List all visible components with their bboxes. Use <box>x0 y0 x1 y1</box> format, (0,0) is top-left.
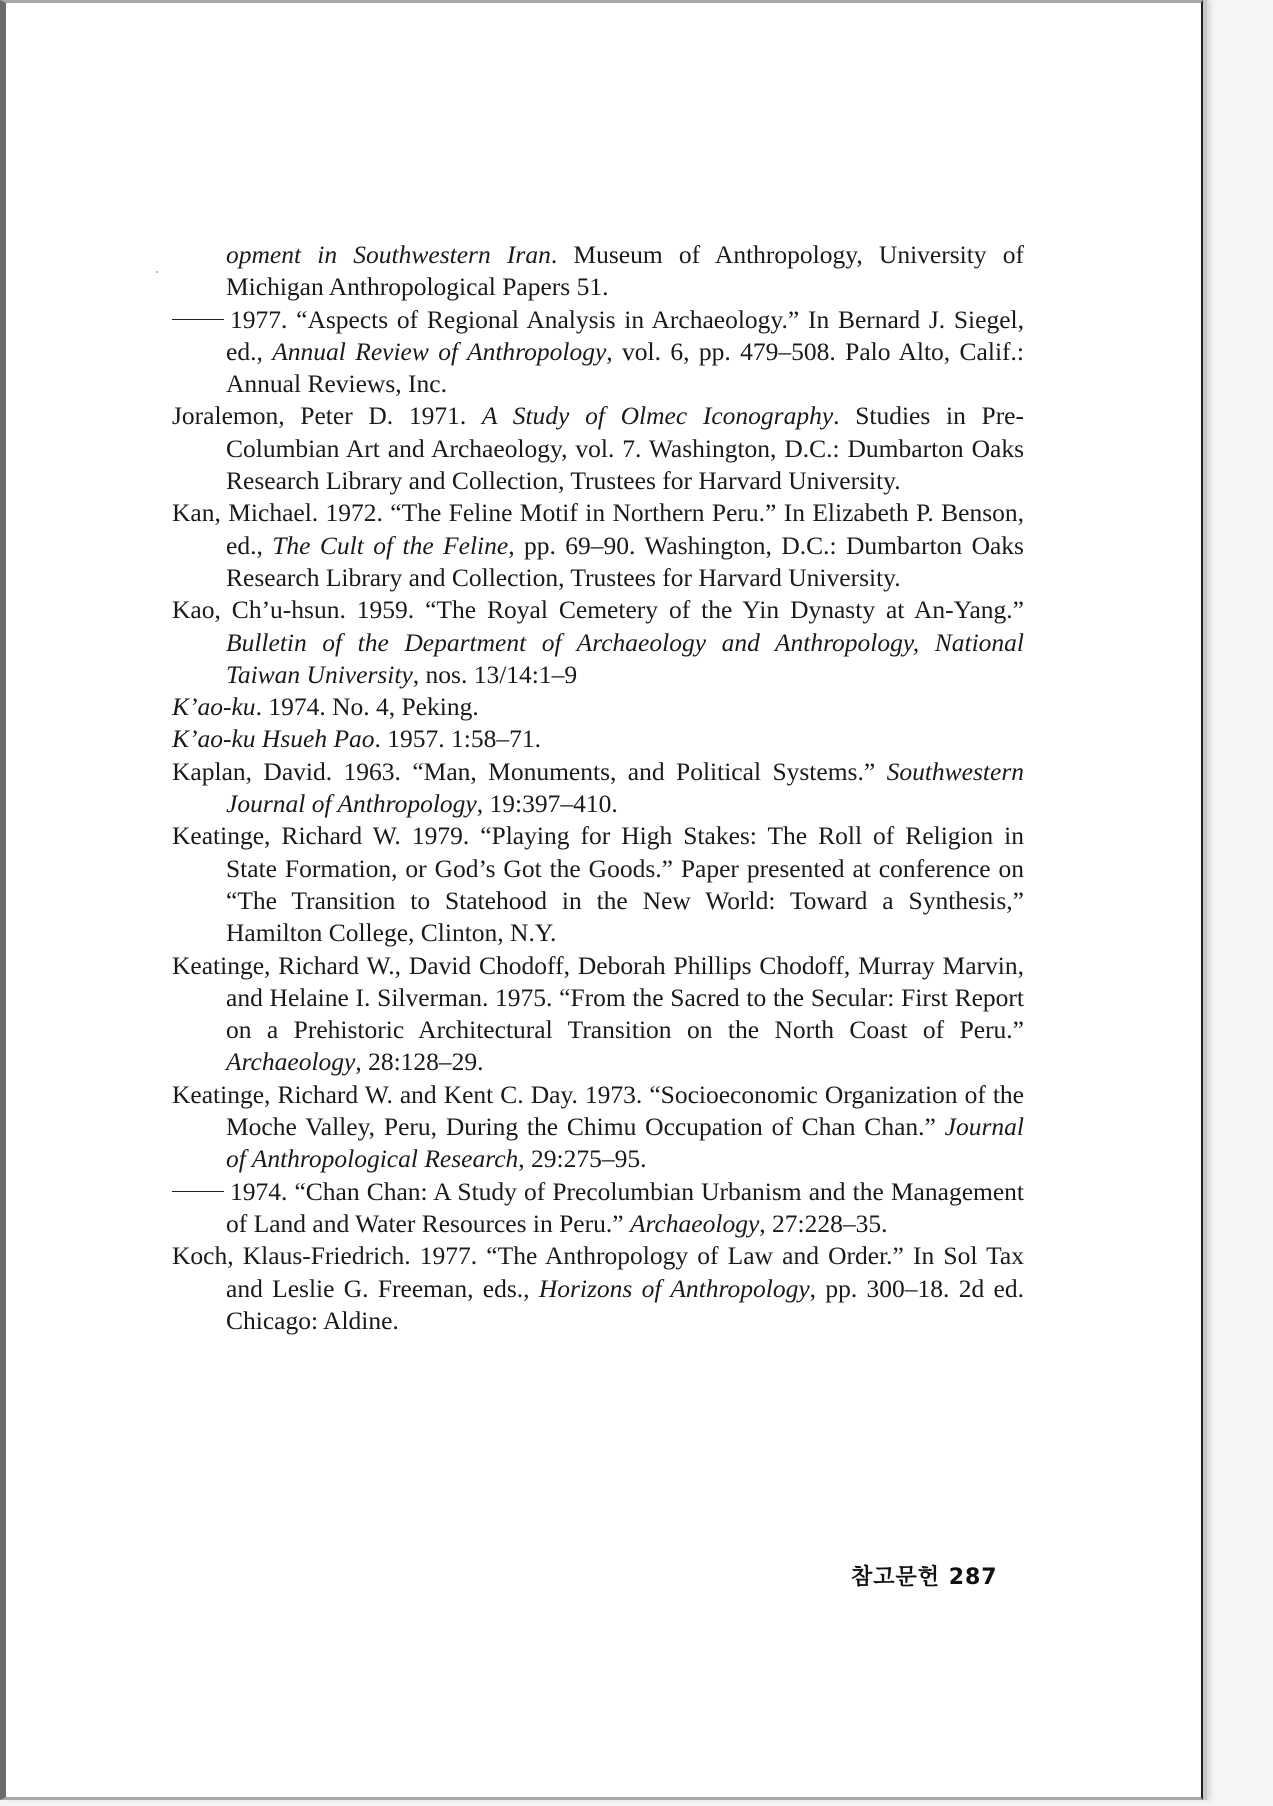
reference-entry <box>172 723 1024 755</box>
reference-title-italic: Journal of Anthropological Research <box>226 1112 1024 1174</box>
reference-text: . 1974. No. 4, Peking. <box>255 692 479 722</box>
page-number: 287 <box>948 1565 998 1590</box>
reference-text: , pp. 300–18. 2d ed. Chicago: Aldine. <box>226 1273 1024 1335</box>
reference-title-italic: Archaeology <box>629 1208 760 1238</box>
reference-entry <box>172 691 1024 723</box>
reference-title-italic: A Study of Olmec Iconography <box>481 401 834 431</box>
reference-title-italic: Bulletin of the Department of Archaeology and Anthropology, National Taiwan University <box>226 627 1024 689</box>
reference-title-italic: K’ao-ku Hsueh Pao <box>172 724 375 754</box>
footer-section-label: 참고문헌 <box>851 1565 941 1590</box>
reference-text: Keatinge, Richard W. 1979. “Playing for High Stakes: The Roll of Religion in State Formation, or God’s Got the Goods.” Paper presented at conference on “The Transition to Statehood in the New World: Toward a Synthesis,” Hamilton College, Clinton, N.Y. <box>172 821 1024 948</box>
reference-text: , nos. 13/14:1–9 <box>412 659 578 689</box>
reference-title-italic: Archaeology <box>226 1047 356 1077</box>
reference-text: . Museum of Anthropology, University of Michigan Anthropological Papers 51. <box>226 240 1024 302</box>
reference-text: Koch, Klaus-Friedrich. 1977. “The Anthropology of Law and Order.” In Sol Tax and Leslie G. Freeman, eds., <box>172 1241 1024 1303</box>
reference-text: , 27:228–35. <box>759 1208 888 1238</box>
reference-text: 1977. “Aspects of Regional Analysis in Archaeology.” In Bernard J. Siegel, ed., <box>226 304 1024 366</box>
reference-entry <box>172 239 1024 304</box>
reference-entry <box>172 1079 1024 1176</box>
reference-text: , vol. 6, pp. 479–508. Palo Alto, Calif.: Annual Reviews, Inc. <box>226 336 1024 399</box>
reference-text: Kaplan, David. 1963. “Man, Monuments, and Political Systems.” <box>172 756 887 786</box>
reference-text: Keatinge, Richard W. and Kent C. Day. 1973. “Socioeconomic Organization of the Moche Valley, Peru, During the Chimu Occupation of Chan Chan.” <box>172 1079 1024 1142</box>
reference-text: , pp. 69–90. Washington, D.C.: Dumbarton Oaks Research Library and Collection, Trustees for Harvard University. <box>226 530 1024 592</box>
reference-text: 1974. “Chan Chan: A Study of Precolumbian Urbanism and the Management of Land and Water Resources in Peru.” <box>226 1176 1024 1238</box>
ditto-dash <box>172 1191 224 1192</box>
reference-title-italic: K’ao-ku <box>172 692 256 722</box>
reference-entry <box>172 756 1024 821</box>
reference-title-italic: Annual Review of Anthropology <box>272 336 607 366</box>
scan-speck <box>156 271 158 273</box>
reference-entry <box>172 1240 1024 1337</box>
reference-entry <box>172 950 1024 1079</box>
reference-entry <box>172 1176 1024 1241</box>
reference-entry <box>172 820 1024 949</box>
reference-entry <box>172 304 1024 401</box>
reference-title-italic: Southwestern Journal of Anthropology <box>226 756 1024 819</box>
reference-text: . Studies in Pre-Columbian Art and Archaeology, vol. 7. Washington, D.C.: Dumbarton Oaks Research Library and Collection, Trustees for Harvard University. <box>226 401 1024 496</box>
reference-text: Joralemon, Peter D. 1971. <box>172 401 482 431</box>
ditto-dash <box>172 319 224 320</box>
reference-title-italic: The Cult of the Feline <box>272 530 509 560</box>
reference-text: , 29:275–95. <box>518 1144 647 1174</box>
reference-title-italic: Horizons of Anthropology <box>538 1273 810 1303</box>
page-footer <box>851 1560 998 1591</box>
reference-entry <box>172 400 1024 497</box>
reference-entry <box>172 497 1024 594</box>
reference-text: . 1957. 1:58–71. <box>374 724 542 754</box>
reference-title-italic: opment in Southwestern Iran <box>226 240 551 269</box>
reference-text: Kan, Michael. 1972. “The Feline Motif in Northern Peru.” In Elizabeth P. Benson, ed., <box>172 498 1024 560</box>
reference-entry <box>172 594 1024 691</box>
reference-text: Keatinge, Richard W., David Chodoff, Deborah Phillips Chodoff, Murray Marvin, and Helaine I. Silverman. 1975. “From the Sacred to the Secular: First Report on a Prehistoric Architectural Transition on the North Coast of Peru.” <box>172 950 1024 1045</box>
reference-text: , 28:128–29. <box>355 1047 484 1077</box>
reference-text: , 19:397–410. <box>476 789 618 819</box>
reference-list <box>172 239 1024 1337</box>
reference-text: Kao, Ch’u-hsun. 1959. “The Royal Cemetery of the Yin Dynasty at An-Yang.” <box>172 595 1024 625</box>
